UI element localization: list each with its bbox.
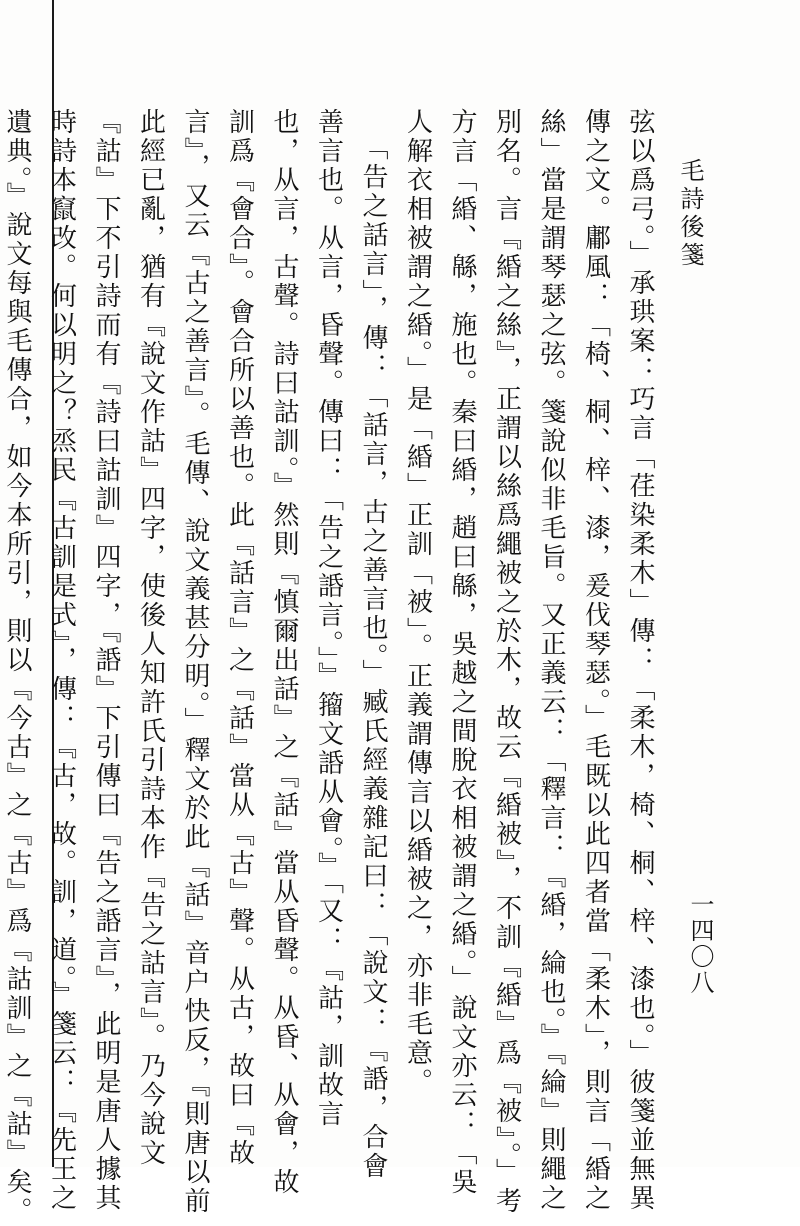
text-column: 傳之文。鄘風：「椅、桐、梓、漆，爰伐琴瑟。」毛既以此四者當「柔木」，則言「緍之	[580, 108, 611, 1213]
text-column: 人解衣相被謂之緍。」是「緍」正訓「被」。正義謂傳言以緍被之，亦非毛意。	[402, 108, 433, 1097]
text-column: 別名。言『緍之絲』，正謂以絲爲繩被之於木，故云『緍被』，不訓『緍』爲『被』。」考	[491, 108, 522, 1216]
text-column: 也，从言，古聲。詩曰詁訓。』然則『慎爾出話』之『話』當从昏聲。从昏、从會，故	[269, 108, 299, 1197]
running-head: 毛詩後箋	[676, 158, 704, 270]
text-column: 絲」當是謂琴瑟之弦。箋說似非毛旨。又正義云：「釋言：『緍，綸也。』『綸』則繩之	[536, 108, 566, 1213]
text-column: 此經已亂，猶有『說文作詁』四字，使後人知許氏引詩本作『告之詁言』。乃今說文	[135, 108, 166, 1168]
text-column: 善言也。从言，昏聲。傳曰：「告之䛡言。」』籀文䛡从會。』「又：『詁，訓故言	[313, 108, 344, 1129]
body-text	[0, 108, 662, 1226]
page-number: 一四〇八	[686, 892, 714, 996]
text-column: 遺典。』說文每與毛傳合，如今本所引，則以『今古』之『古』爲『詁訓』之『詁』矣。	[2, 108, 32, 1226]
text-column: 訓爲『會合』。會合所以善也。此『話言』之『話』當从『古』聲。从古，故曰『故	[224, 108, 255, 1168]
text-column: 弦以爲弓。」承珙案：巧言「荏染柔木」傳：「柔木，椅、桐、梓、漆也。」彼箋並無異	[625, 108, 655, 1213]
text-column: 「告之話言」，傳：「話言，古之善言也。」臧氏經義雜記曰：「說文：『䛡，合會	[358, 134, 388, 1181]
text-column: 『詁』下不引詩而有『詩曰詁訓』四字，『䛡』下引傳曰『告之䛡言』，此明是唐人據其	[91, 108, 121, 1213]
text-column: 方言「緍、緜，施也。秦曰緍，趙曰緜，吳越之間脫衣相被謂之緍。」說文亦云：「吳	[447, 108, 477, 1197]
text-column: 言』，又云『古之善言』。毛傳、說文義甚分明。」釋文於此『話』音户快反，『則唐以前	[180, 108, 210, 1216]
text-column: 時詩本竄改。何以明之？烝民『古訓是式』，傳：『古，故。訓，道。』箋云：『先王之	[46, 108, 77, 1213]
